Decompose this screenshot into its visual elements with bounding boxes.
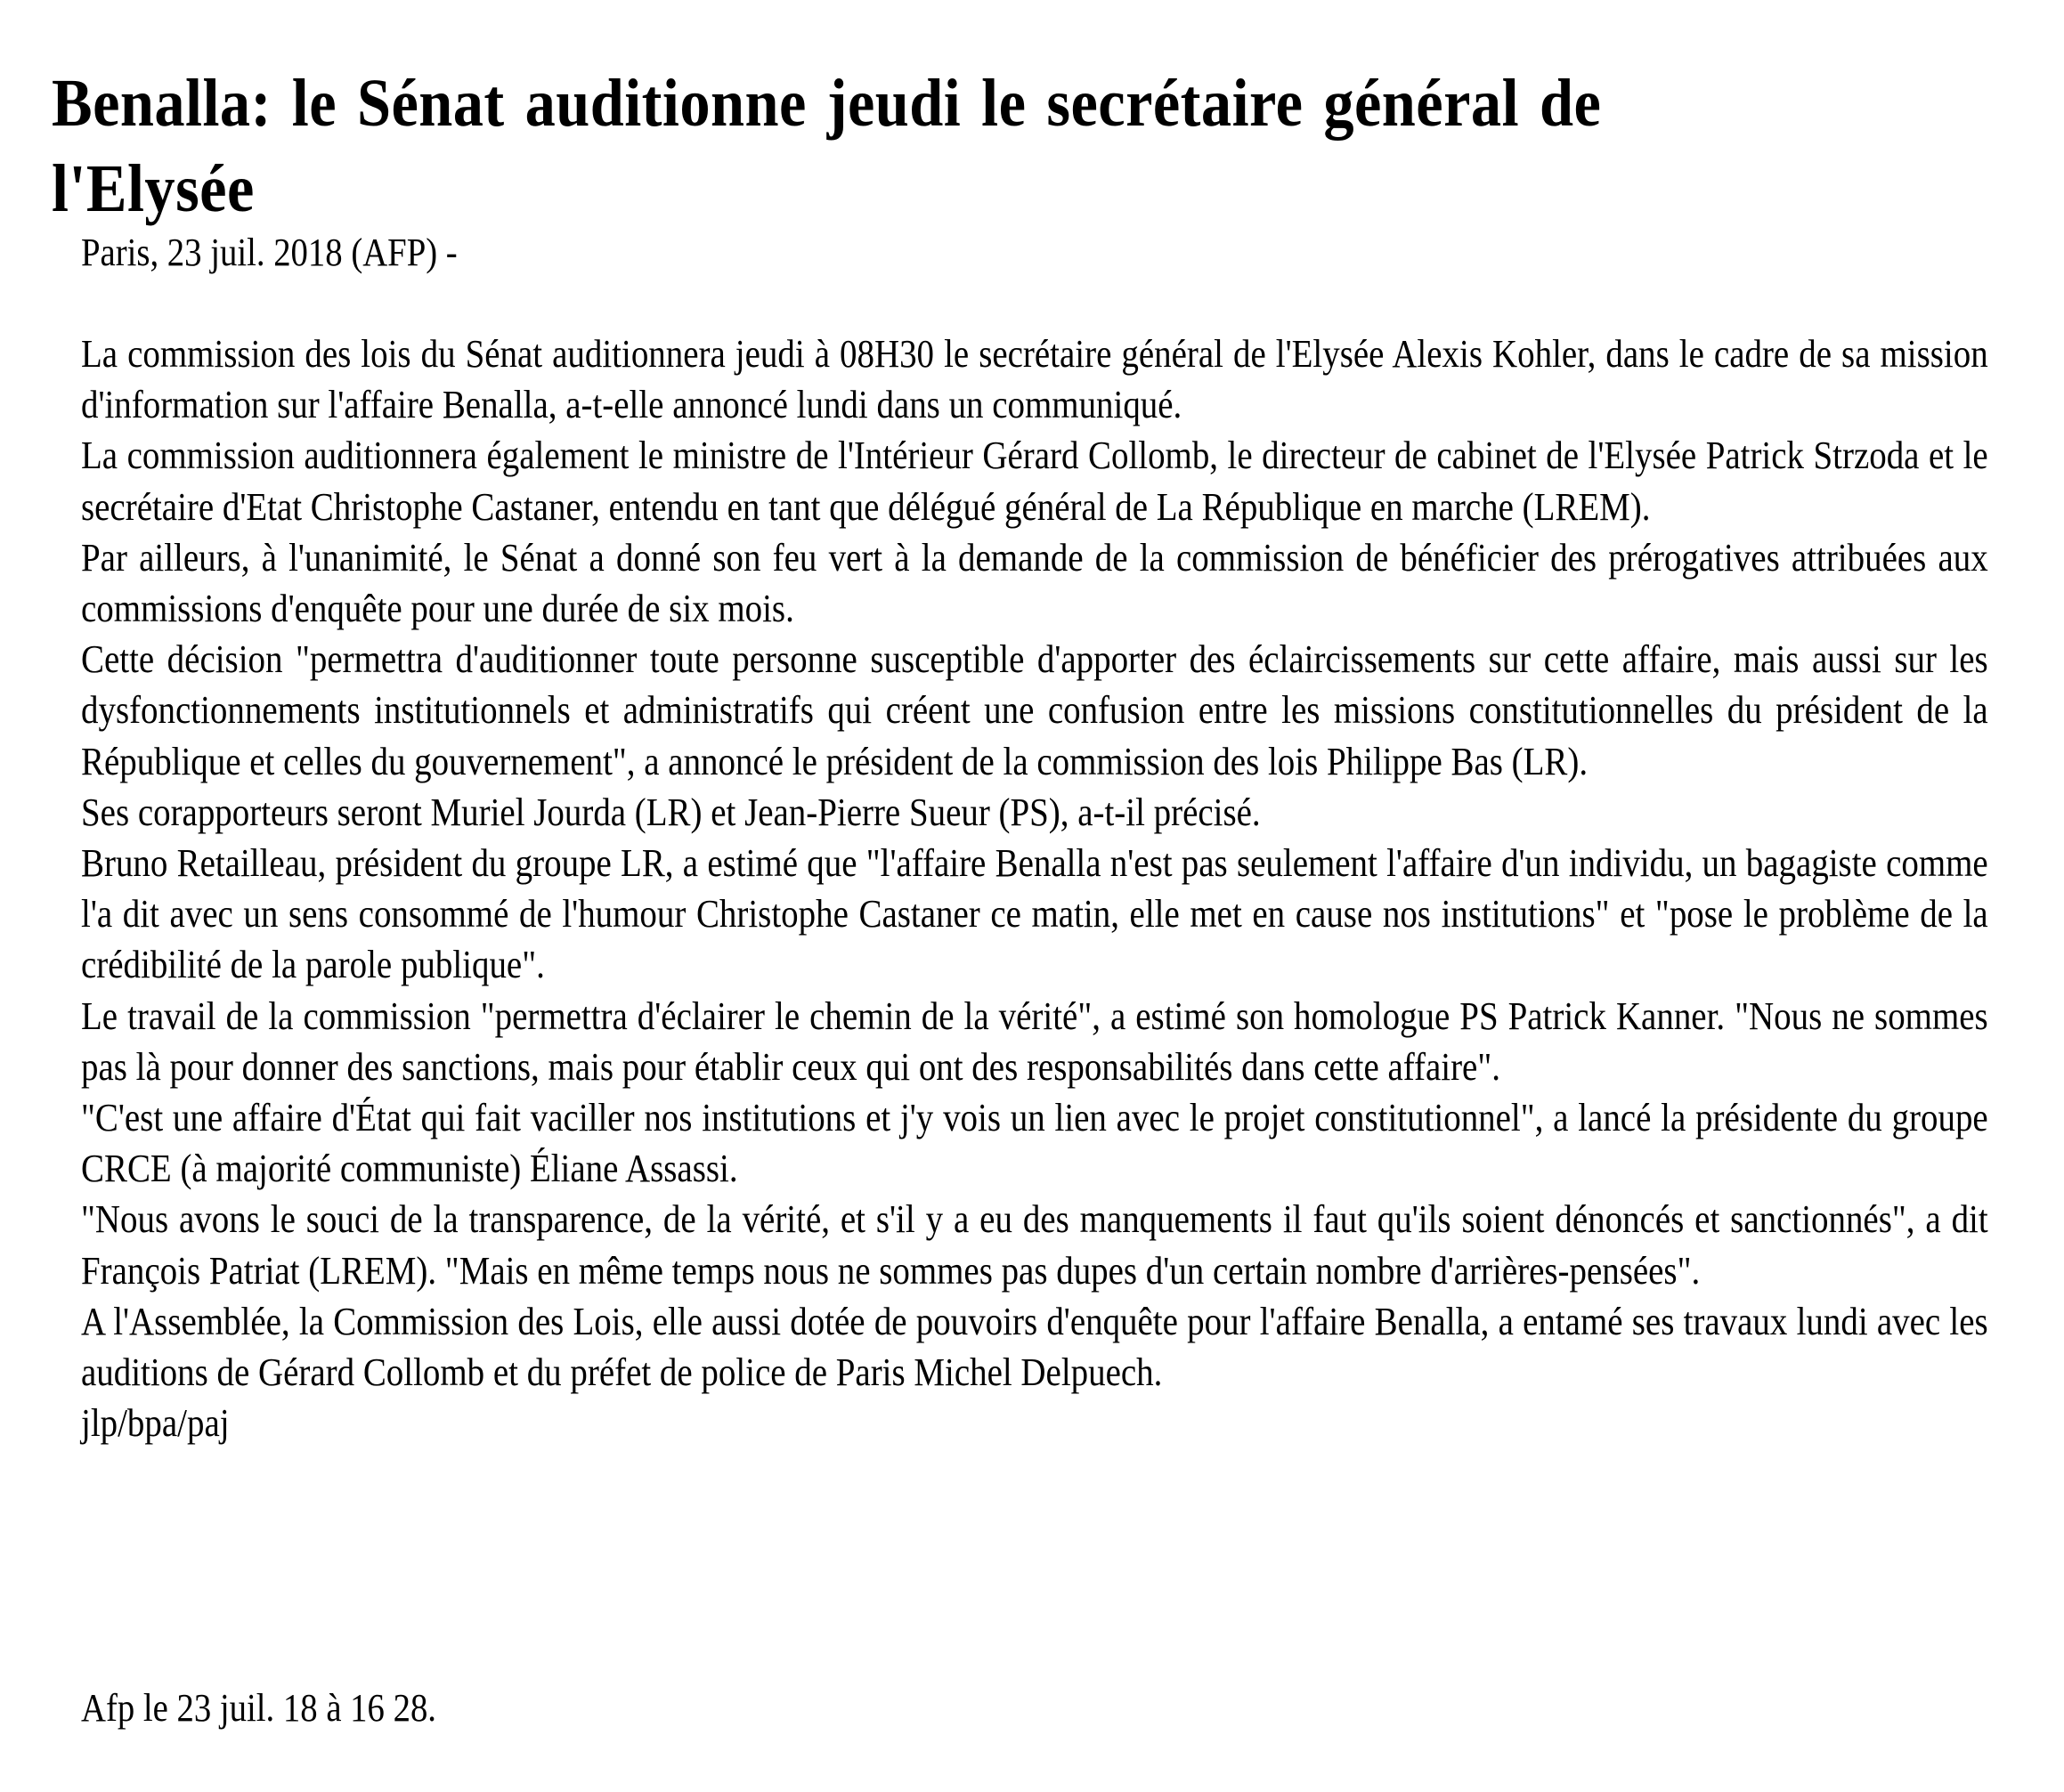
article-paragraph: La commission des lois du Sénat auditionnera jeudi à 08H30 le secrétaire général de l'Elysée Alexis Kohler, dans le cadre de sa mission d'information sur l'affaire Benalla, a-t-elle annoncé lundi dans un communiqué.: [81, 332, 1988, 427]
article-paragraph: "Nous avons le souci de la transparence, de la vérité, et s'il y a eu des manquements il faut qu'ils soient dénoncés et sanctionnés", a dit François Patriat (LREM). "Mais en même temps nous ne sommes pas dupes d'un certain nombre d'arrières-pensées".: [81, 1197, 1988, 1293]
article-paragraph: Cette décision "permettra d'auditionner toute personne susceptible d'apporter des éclaircissements sur cette affaire, mais aussi sur les dysfonctionnements institutionnels et administratifs qui créent une confusion entre les missions constitutionnelles du président de la République et celles du gouvernement", a annoncé le président de la commission des lois Philippe Bas (LR).: [81, 637, 1988, 783]
article-footer-timestamp: Afp le 23 juil. 18 à 16 28.: [81, 1686, 436, 1730]
article-paragraph: Par ailleurs, à l'unanimité, le Sénat a donné son feu vert à la demande de la commission de bénéficier des prérogatives attribuées aux commissions d'enquête pour une durée de six mois.: [81, 535, 1988, 631]
article-paragraph: "C'est une affaire d'État qui fait vaciller nos institutions et j'y vois un lien avec le projet constitutionnel", a lancé la présidente du groupe CRCE (à majorité communiste) Éliane Assassi.: [81, 1096, 1988, 1191]
article-dateline: Paris, 23 juil. 2018 (AFP) -: [81, 231, 458, 274]
article-headline: Benalla: le Sénat auditionne jeudi le secrétaire général de l'Elysée: [52, 66, 1602, 226]
article-body: [81, 328, 1988, 1448]
article-paragraph: Bruno Retailleau, président du groupe LR, a estimé que "l'affaire Benalla n'est pas seulement l'affaire d'un individu, un bagagiste comme l'a dit avec un sens consommé de l'humour Christophe Castaner ce matin, elle met en cause nos institutions" et "pose le problème de la crédibilité de la parole publique".: [81, 841, 1988, 987]
author-signature: jlp/bpa/paj: [81, 1401, 230, 1446]
article-paragraph: Ses corapporteurs seront Muriel Jourda (LR) et Jean-Pierre Sueur (PS), a-t-il précisé.: [81, 790, 1261, 834]
article-paragraph: A l'Assemblée, la Commission des Lois, elle aussi dotée de pouvoirs d'enquête pour l'affaire Benalla, a entamé ses travaux lundi avec les auditions de Gérard Collomb et du préfet de police de Paris Michel Delpuech.: [81, 1299, 1988, 1395]
article-paragraph: La commission auditionnera également le ministre de l'Intérieur Gérard Collomb, le directeur de cabinet de l'Elysée Patrick Strzoda et le secrétaire d'Etat Christophe Castaner, entendu en tant que délégué général de La République en marche (LREM).: [81, 434, 1988, 529]
article-paragraph: Le travail de la commission "permettra d'éclairer le chemin de la vérité", a estimé son homologue PS Patrick Kanner. "Nous ne sommes pas là pour donner des sanctions, mais pour établir ceux qui ont des responsabilités dans cette affaire".: [81, 993, 1988, 1089]
